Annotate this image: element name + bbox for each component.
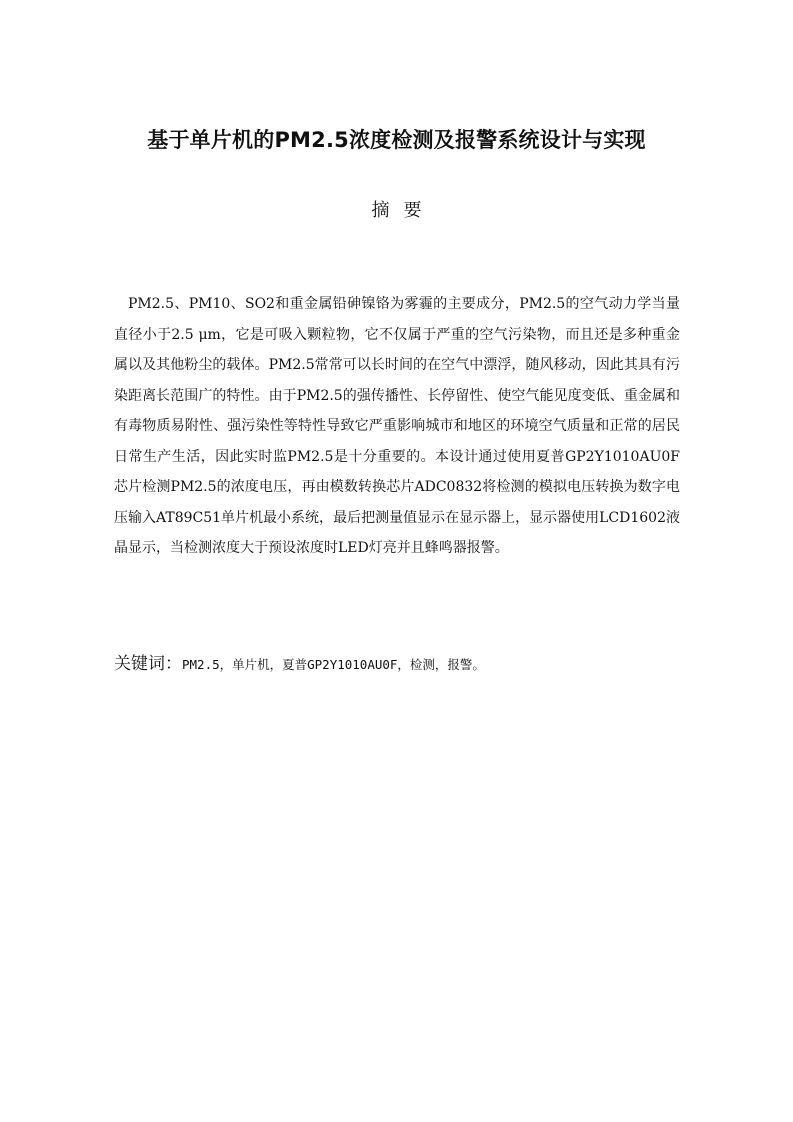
keywords-label: 关键词： — [114, 654, 182, 674]
abstract-heading: 摘要 — [371, 200, 436, 221]
keywords-value: PM2.5，单片机，夏普GP2Y1010AU0F，检测，报警。 — [182, 657, 485, 672]
document-title: 基于单片机的PM2.5浓度检测及报警系统设计与实现 — [147, 128, 646, 152]
abstract-body: PM2.5、PM10、SO2和重金属铅砷镍铬为雾霾的主要成分，PM2.5的空气动力学当量直径小于2.5 μm，它是可吸入颗粒物，它不仅属于严重的空气污染物，而且还是多种重金属以及其他粉尘的载体。PM2.5常常可以长时间的在空气中漂浮，随风移动，因此其具有污染距离长范围广的特性。由于PM2.5的强传播性、长停留性、使空气能见度变低、重金属和有毒物质易附性、强污染性等特性导致它严重影响城市和地区的环境空气质量和正常的居民日常生产生活，因此实时监PM2.5是十分重要的。本设计通过使用夏普GP2Y1010AU0F芯片检测PM2.5的浓度电压，再由模数转换芯片ADC0832将检测的模拟电压转换为数字电压输入AT89C51单片机最小系统，最后把测量值显示在显示器上，显示器使用LCD1602液晶显示，当检测浓度大于预设浓度时LED灯亮并且蜂鸣器报警。 — [114, 296, 680, 556]
keywords-line — [114, 650, 680, 679]
